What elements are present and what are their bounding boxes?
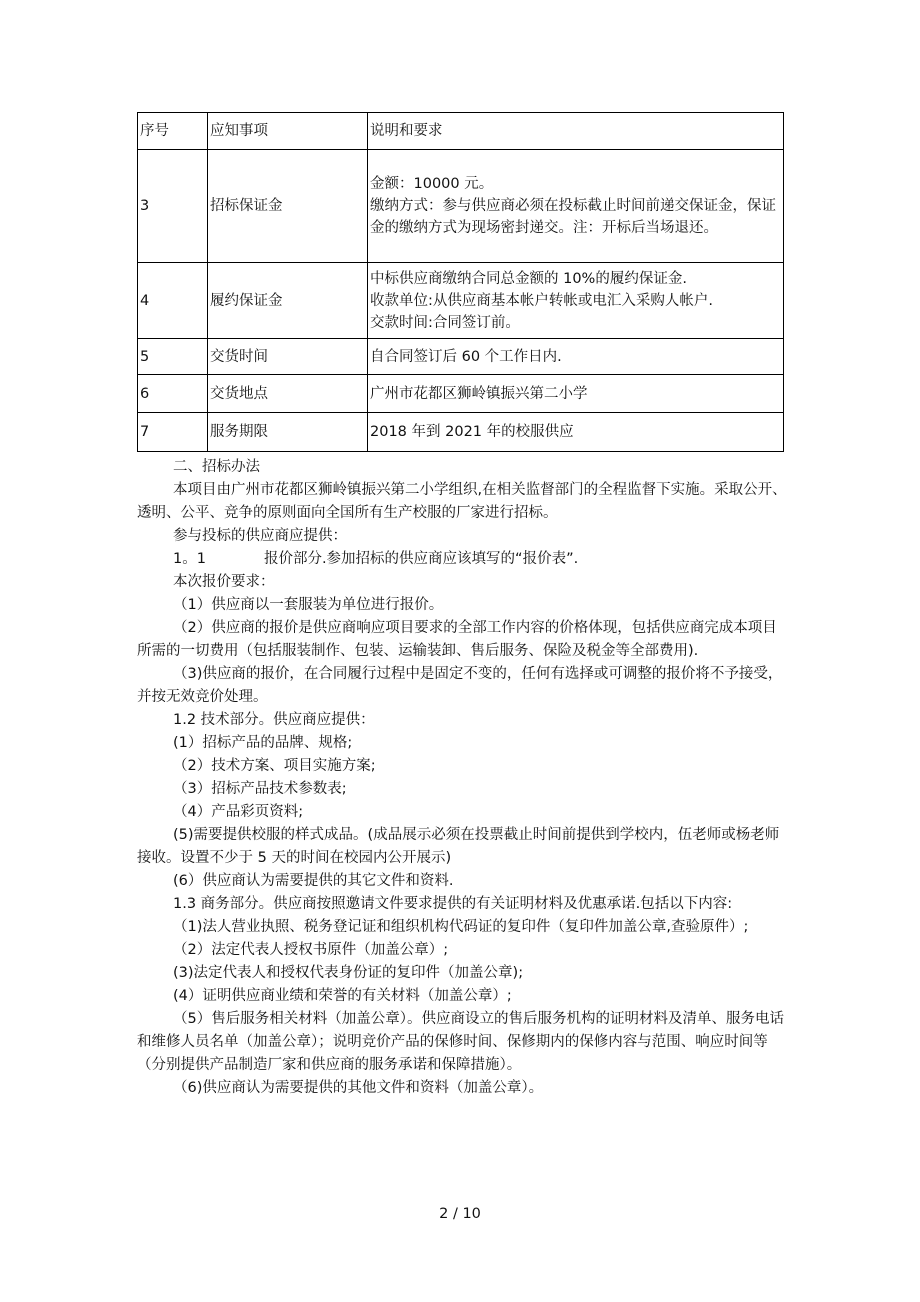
paragraph: 1.2 技术部分。供应商应提供：	[173, 712, 375, 728]
row-no: 7	[138, 413, 208, 452]
list-item: (5)需要提供校服的样式成品。(成品展示必须在投票截止时间前提供到学校内，伍老师或杨老师接收。设置不少于 5 天的时间在校园内公开展示)	[137, 827, 780, 866]
document-body	[137, 456, 787, 1100]
header-no: 序号	[138, 113, 208, 150]
table-row	[138, 263, 784, 339]
table-row	[138, 150, 784, 263]
list-item: （5）售后服务相关材料（加盖公章）。供应商设立的售后服务机构的证明材料及清单、服务电话和维修人员名单（加盖公章）；说明竞价产品的保修时间、保修期内的保修内容与范围、响应时间等（分别提供产品制造厂家和供应商的服务承诺和保障措施）。	[137, 1011, 784, 1073]
desc-line: 收款单位:从供应商基本帐户转帐或电汇入采购人帐户.	[370, 292, 713, 309]
desc-line: 金额：10000 元。	[370, 176, 494, 192]
item-number: 1。1	[173, 551, 206, 567]
list-item: (4）证明供应商业绩和荣誉的有关材料（加盖公章）;	[173, 988, 512, 1004]
row-item: 招标保证金	[208, 150, 368, 263]
desc-line: 交款时间:合同签订前。	[370, 314, 520, 331]
table-row	[138, 375, 784, 413]
item-text: 报价部分.参加招标的供应商应该填写的“报价表”.	[263, 551, 579, 567]
row-desc	[368, 150, 784, 263]
table-row	[138, 413, 784, 452]
header-item: 应知事项	[208, 113, 368, 150]
list-item: (3)法定代表人和授权代表身份证的复印件（加盖公章);	[173, 965, 524, 981]
row-desc: 2018 年到 2021 年的校服供应	[368, 413, 784, 452]
row-no: 6	[138, 375, 208, 413]
paragraph: 参与投标的供应商应提供：	[173, 528, 347, 544]
list-item: （2）法定代表人授权书原件（加盖公章）;	[173, 942, 449, 958]
section-heading: 二、招标办法	[173, 459, 260, 475]
list-item: （4）产品彩页资料;	[173, 804, 304, 820]
row-item: 履约保证金	[208, 263, 368, 339]
row-item: 服务期限	[208, 413, 368, 452]
paragraph: 本项目由广州市花都区狮岭镇振兴第二小学组织,在相关监督部门的全程监督下实施。采取公开、透明、公平、竞争的原则面向全国所有生产校服的厂家进行招标。	[137, 482, 787, 521]
paragraph: 本次报价要求：	[173, 574, 275, 590]
desc-line: 中标供应商缴纳合同总金额的 10%的履约保证金.	[370, 270, 687, 287]
paragraph	[137, 548, 787, 571]
desc-line: 缴纳方式：参与供应商必须在投标截止时间前递交保证金，保证金的缴纳方式为现场密封递交。注：开标后当场退还。	[370, 198, 776, 236]
list-item: （3）招标产品技术参数表;	[173, 781, 347, 797]
paragraph: 1.3 商务部分。供应商按照邀请文件要求提供的有关证明材料及优惠承诺.包括以下内容:	[173, 896, 733, 912]
table-row	[138, 339, 784, 375]
list-item: （2）供应商的报价是供应商响应项目要求的全部工作内容的价格体现，包括供应商完成本项目所需的一切费用（包括服装制作、包装、运输装卸、售后服务、保险及税金等全部费用).	[137, 620, 777, 659]
list-item: (6）供应商认为需要提供的其它文件和资料.	[173, 873, 454, 889]
list-item: （2）技术方案、项目实施方案;	[173, 758, 376, 774]
row-desc: 自合同签订后 60 个工作日内.	[368, 339, 784, 375]
list-item: （6)供应商认为需要提供的其他文件和资料（加盖公章）。	[173, 1080, 544, 1096]
list-item: (1）招标产品的品牌、规格;	[173, 735, 353, 751]
row-no: 3	[138, 150, 208, 263]
row-no: 4	[138, 263, 208, 339]
row-no: 5	[138, 339, 208, 375]
list-item: （1）供应商以一套服装为单位进行报价。	[173, 597, 444, 613]
row-desc: 广州市花都区狮岭镇振兴第二小学	[368, 375, 784, 413]
header-desc: 说明和要求	[368, 113, 784, 150]
row-desc	[368, 263, 784, 339]
page-number: 2 / 10	[439, 1206, 481, 1222]
requirements-table	[137, 112, 784, 452]
row-item: 交货时间	[208, 339, 368, 375]
list-item: （1)法人营业执照、税务登记证和组织机构代码证的复印件（复印件加盖公章,查验原件）;	[173, 919, 749, 935]
table-header-row	[138, 113, 784, 150]
row-item: 交货地点	[208, 375, 368, 413]
list-item: （3)供应商的报价，在合同履行过程中是固定不变的，任何有选择或可调整的报价将不予接受，并按无效竞价处理。	[137, 666, 783, 705]
